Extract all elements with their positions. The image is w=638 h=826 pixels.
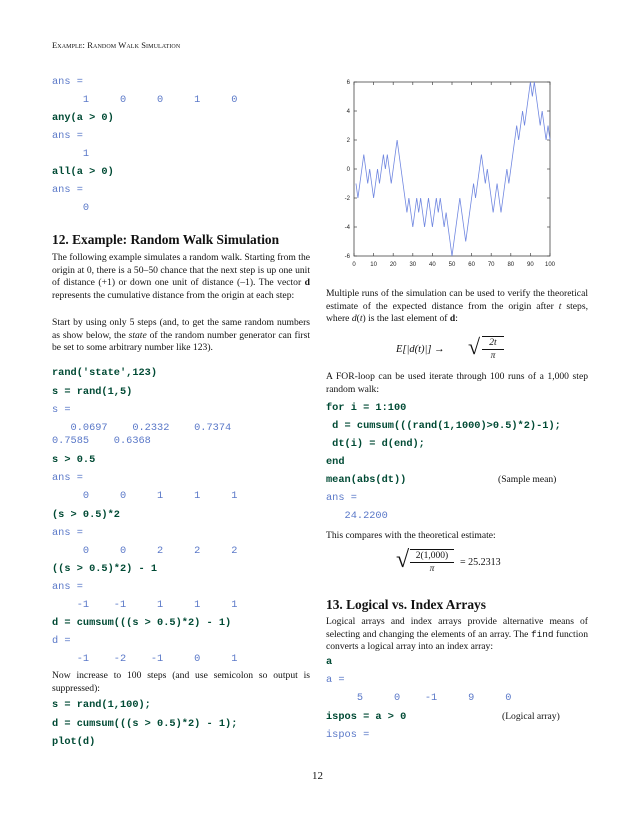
y-tick-label: -4 xyxy=(344,225,350,231)
x-tick-label: 100 xyxy=(544,262,556,268)
command-ispos: ispos = a > 0 xyxy=(326,711,407,723)
output-ans: ans = xyxy=(52,581,83,593)
x-tick-label: 40 xyxy=(429,262,436,268)
expectation-formula xyxy=(396,334,516,368)
command-loop-dt: dt(i) = d(end); xyxy=(326,438,425,450)
y-tick-label: 0 xyxy=(346,167,350,173)
command-s100: s = rand(1,100); xyxy=(52,699,151,711)
command-d100: d = cumsum(((s > 0.5)*2) - 1); xyxy=(52,718,238,730)
output-row: 0.7585 0.6368 xyxy=(52,435,151,447)
estimate-formula xyxy=(396,546,576,580)
command-for: for i = 1:100 xyxy=(326,402,407,414)
output-row: -1 -1 1 1 1 xyxy=(52,599,238,611)
output-row: 1 xyxy=(52,148,90,160)
output-ans: ans = xyxy=(326,492,357,504)
x-tick-label: 0 xyxy=(352,262,356,268)
sqrt-fraction xyxy=(482,336,504,363)
output-s: s = xyxy=(52,404,71,416)
y-tick-label: 4 xyxy=(346,109,350,115)
command-s-minus1: ((s > 0.5)*2) - 1 xyxy=(52,563,158,575)
paragraph-logical: Logical arrays and index arrays provide alternative means of selecting and changing the elements of an array. The find function converts a logical array into an index array: xyxy=(326,616,588,653)
output-row: 24.2200 xyxy=(326,510,388,522)
paragraph-for-loop: A FOR-loop can be used iterate through 100 runs of a 1,000 step random walk: xyxy=(326,371,588,395)
command-s: s = rand(1,5) xyxy=(52,386,133,398)
y-tick-label: -6 xyxy=(344,254,350,260)
note-logical-array: (Logical array) xyxy=(502,711,560,722)
command-plot: plot(d) xyxy=(52,736,96,748)
x-tick-label: 80 xyxy=(507,262,515,268)
output-a: a = xyxy=(326,674,345,686)
command-mean: mean(abs(dt)) xyxy=(326,474,407,486)
x-tick-label: 90 xyxy=(527,262,534,268)
output-ans: ans = xyxy=(52,130,83,142)
running-header: Example: Random Walk Simulation xyxy=(52,40,181,50)
output-row: -1 -2 -1 0 1 xyxy=(52,653,238,665)
output-row: 0 0 2 2 2 xyxy=(52,545,238,557)
command-loop-d: d = cumsum(((rand(1,1000)>0.5)*2)-1); xyxy=(326,420,561,432)
output-ans: ans = xyxy=(52,76,83,88)
sqrt-sign: √ xyxy=(468,334,481,359)
output-row: 0.0697 0.2332 0.7374 xyxy=(52,422,232,434)
sqrt-fraction xyxy=(410,549,454,576)
paragraph-100-steps: Now increase to 100 steps (and use semicolon so output is suppressed): xyxy=(52,670,310,694)
estimate-denominator: π xyxy=(429,564,435,574)
page-number: 12 xyxy=(312,770,323,782)
paragraph-verify: Multiple runs of the simulation can be used to verify the theoretical estimate of the expected distance from the origin after t steps, where d(t) is the last element of d: xyxy=(326,288,588,325)
command-end: end xyxy=(326,456,345,468)
output-ans: ans = xyxy=(52,472,83,484)
x-tick-label: 60 xyxy=(468,262,475,268)
y-tick-label: -2 xyxy=(344,196,350,202)
command-any: any(a > 0) xyxy=(52,112,114,124)
x-tick-label: 70 xyxy=(487,262,495,268)
paragraph-intro: The following example simulates a random walk. Starting from the origin at 0, there is a 50–50 chance that the next step is up one unit of distance (+1) or down one unit of distance (–1). The vector d represents the cumulative distance from the origin at each step: xyxy=(52,252,310,301)
output-row: 5 0 -1 9 0 xyxy=(326,692,512,704)
output-d: d = xyxy=(52,635,71,647)
command-s-gt: s > 0.5 xyxy=(52,454,96,466)
y-tick-label: 6 xyxy=(346,80,350,86)
formula-denominator: π xyxy=(490,351,496,361)
x-tick-label: 10 xyxy=(370,262,377,268)
estimate-value: = 25.2313 xyxy=(460,557,501,568)
section-heading-13: 13. Logical vs. Index Arrays xyxy=(326,597,486,612)
command-cumsum: d = cumsum(((s > 0.5)*2) - 1) xyxy=(52,617,232,629)
x-tick-label: 20 xyxy=(389,262,397,268)
output-ispos: ispos = xyxy=(326,729,370,741)
x-tick-label: 50 xyxy=(448,262,456,268)
formula-numerator: 2t xyxy=(482,337,504,350)
output-ans: ans = xyxy=(52,527,83,539)
command-a: a xyxy=(326,656,333,668)
output-ans: ans = xyxy=(52,184,83,196)
output-row: 0 xyxy=(52,202,90,214)
sqrt-sign: √ xyxy=(396,547,410,573)
plot-frame xyxy=(354,82,550,256)
command-all: all(a > 0) xyxy=(52,166,114,178)
x-tick-label: 30 xyxy=(409,262,417,268)
output-row: 0 0 1 1 1 xyxy=(52,490,238,502)
command-s-times2: (s > 0.5)*2 xyxy=(52,509,120,521)
command-rand-state: rand('state',123) xyxy=(52,367,158,379)
paragraph-compare: This compares with the theoretical estimate: xyxy=(326,530,496,541)
estimate-numerator: 2(1,000) xyxy=(410,550,454,563)
note-sample-mean: (Sample mean) xyxy=(498,474,557,485)
formula-lhs: E[|d(t)|] → xyxy=(396,344,445,355)
paragraph-state: Start by using only 5 steps (and, to get the same random numbers as show below, the state of the random number generator can first be set to some arbitrary number like 123). xyxy=(52,317,310,354)
output-row: 1 0 0 1 0 xyxy=(52,94,238,106)
section-heading-12: 12. Example: Random Walk Simulation xyxy=(52,232,280,247)
random-walk-chart xyxy=(326,74,556,278)
y-tick-label: 2 xyxy=(346,138,350,144)
